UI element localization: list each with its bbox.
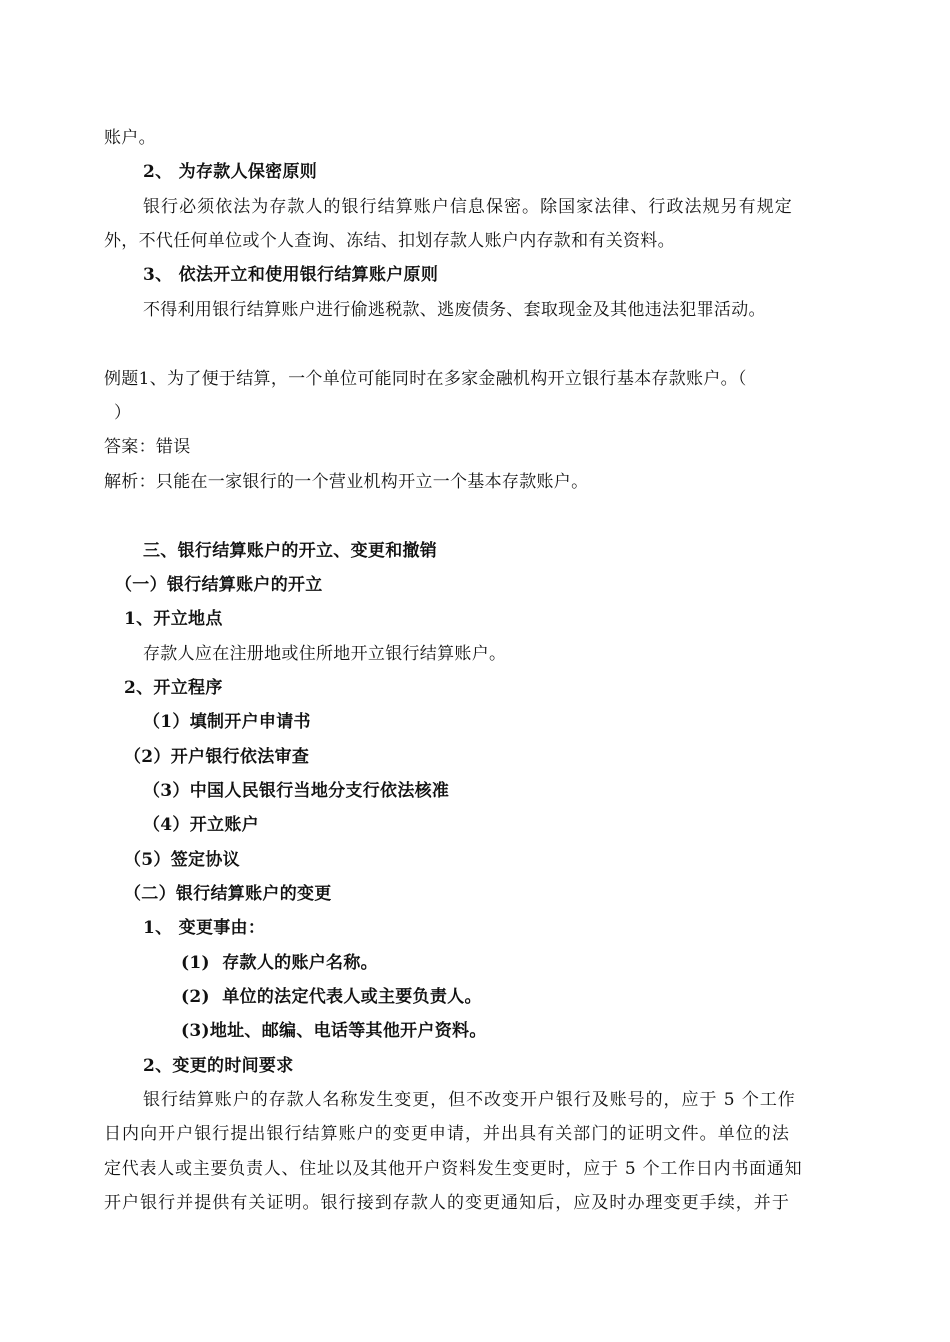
paragraph-line: 日内向开户银行提出银行结算账户的变更申请，并出具有关部门的证明文件。单位的法 — [104, 1124, 790, 1144]
section-heading: 三、银行结算账户的开立、变更和撤销 — [143, 541, 438, 561]
item-heading: 2、变更的时间要求 — [143, 1056, 294, 1076]
example-explanation: 解析：只能在一家银行的一个营业机构开立一个基本存款账户。 — [104, 472, 589, 492]
paragraph-line: 银行必须依法为存款人的银行结算账户信息保密。除国家法律、行政法规另有规定 — [143, 197, 793, 217]
procedure-step: （2）开户银行依法审查 — [124, 747, 310, 767]
item-heading: 1、 变更事由： — [143, 918, 266, 938]
change-reason: (1) 存款人的账户名称。 — [181, 953, 378, 973]
paragraph-line: 外，不代任何单位或个人查询、冻结、扣划存款人账户内存款和有关资料。 — [104, 231, 675, 251]
example-question: 例题1、为了便于结算，一个单位可能同时在多家金融机构开立银行基本存款账户。（ — [104, 369, 747, 389]
change-reason: (3)地址、邮编、电话等其他开户资料。 — [181, 1021, 487, 1041]
paragraph-line: 存款人应在注册地或住所地开立银行结算账户。 — [143, 644, 507, 664]
procedure-step: （3）中国人民银行当地分支行依法核准 — [143, 781, 450, 801]
item-heading: 2、开立程序 — [124, 678, 223, 698]
example-question-bracket: ） — [114, 403, 132, 423]
paragraph-continuation: 账户。 — [104, 128, 156, 148]
subsection-heading: （二）银行结算账户的变更 — [124, 884, 332, 904]
procedure-step: （1）填制开户申请书 — [143, 712, 311, 732]
example-answer: 答案：错误 — [104, 437, 191, 457]
subsection-heading: （一）银行结算账户的开立 — [115, 575, 323, 595]
item-heading: 1、开立地点 — [124, 609, 223, 629]
paragraph-line: 不得利用银行结算账户进行偷逃税款、逃废债务、套取现金及其他违法犯罪活动。 — [143, 300, 766, 320]
procedure-step: （5）签定协议 — [124, 850, 240, 870]
heading-principle-2: 2、 为存款人保密原则 — [143, 162, 318, 182]
heading-principle-3: 3、 依法开立和使用银行结算账户原则 — [143, 265, 439, 285]
paragraph-line: 定代表人或主要负责人、住址以及其他开户资料发生变更时，应于 5 个工作日内书面通知 — [104, 1159, 803, 1179]
paragraph-line: 银行结算账户的存款人名称发生变更，但不改变开户银行及账号的，应于 5 个工作 — [143, 1090, 796, 1110]
paragraph-line: 开户银行并提供有关证明。银行接到存款人的变更通知后，应及时办理变更手续，并于 — [104, 1193, 790, 1213]
procedure-step: （4）开立账户 — [143, 815, 259, 835]
change-reason: (2) 单位的法定代表人或主要负责人。 — [181, 987, 482, 1007]
